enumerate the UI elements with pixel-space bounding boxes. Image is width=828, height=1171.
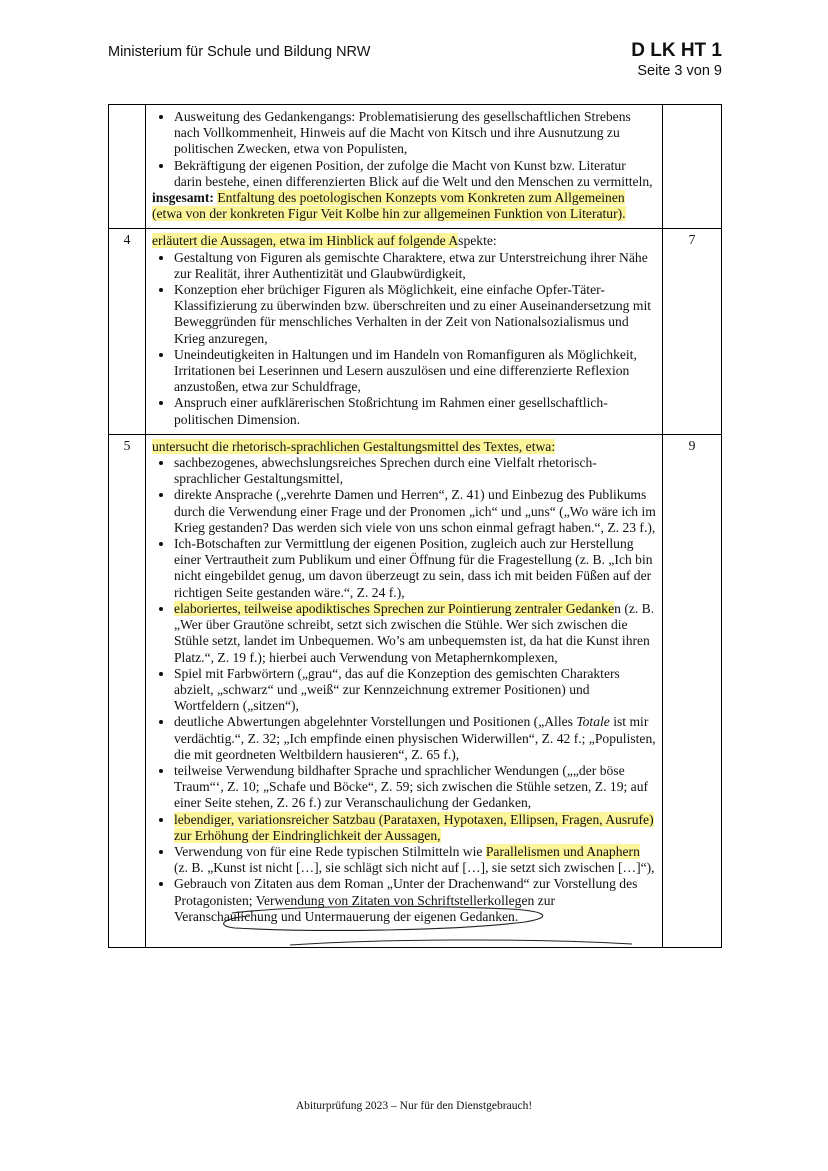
list-item: • sachbezogenes, abwechslungsreiches Sprechen durch eine Vielfalt rhetorisch-sprachlicher Gestaltungsmittel, bbox=[174, 455, 656, 487]
item-text: ist mir verdächtig.“, Z. 32; „Ich empfinde einen physischen Widerwillen“, Z. 42 f.; „Populisten, die mit geordneten Weltbildern hausieren“, Z. 65 f.), bbox=[174, 714, 656, 762]
list-item: • Ich-Botschaften zur Vermittlung der eigenen Position, zugleich auch zur Herstellung einer Vertrautheit zum Publikum und einer Öffnung für die Fragestellung (z. B. „Ich bin nicht eingebildet genug, um davon überzeugt zu sein, dass ich mit beiden Füßen auf der richtigen Seite gestanden wäre.“, Z. 24 f.), bbox=[174, 536, 656, 601]
list-item: • Gebrauch von Zitaten aus dem Roman „Unter der Drachenwand“ zur Vorstellung des Protagonisten; Verwendung von Zitaten von Schriftstellerkollegen zur Veranschaulichung und Untermauerung der eigenen Gedanken. bbox=[174, 876, 656, 925]
evaluation-table bbox=[108, 104, 722, 948]
item-text: Verwendung von für eine Rede typischen Stilmitteln wie bbox=[174, 843, 486, 859]
list-item bbox=[174, 812, 656, 844]
list-item bbox=[174, 844, 656, 876]
item-text: (z. B. „Kunst ist nicht […], sie schlägt sich nicht auf […], sie setzt sich zwischen […]“), bbox=[174, 860, 655, 876]
list-item: • Gestaltung von Figuren als gemischte Charaktere, etwa zur Unterstreichung ihrer Nähe zur Realität, ihrer Authentizität und Glaubwürdigkeit, bbox=[174, 250, 656, 282]
highlighted-text: erläutert die Aussagen, etwa im Hinblick auf folgende A bbox=[152, 233, 459, 249]
list-item: • Konzeption eher brüchiger Figuren als Möglichkeit, eine einfache Opfer-Täter-Klassifizierung zu überwinden bzw. überschreiten und zu einer Auseinandersetzung mit Beweggründen für menschliches Verhalten in der Zeit von Nationalsozialismus und Krieg anzuregen, bbox=[174, 282, 656, 347]
max-points bbox=[663, 105, 722, 229]
max-points: 7 bbox=[663, 229, 722, 434]
bullet-list bbox=[152, 250, 656, 428]
list-item: • Bekräftigung der eigenen Position, der zufolge die Macht von Kunst bzw. Literatur darin bestehe, einen differenzierten Blick auf die Welt und den Menschen zu vermitteln, bbox=[174, 158, 656, 190]
list-item: • direkte Ansprache („verehrte Damen und Herren“, Z. 41) und Einbezug des Publikums durch die Verwendung einer Frage und der Pronomen „ich“ und „uns“ („Wo wäre ich im Krieg gestanden? Das werden sich viele von uns schon einmal gefragt haben.“, Z. 23 f.), bbox=[174, 487, 656, 536]
intro-text: spekte: bbox=[458, 233, 497, 249]
task-number: 4 bbox=[109, 229, 146, 434]
ministry-name: Ministerium für Schule und Bildung NRW bbox=[108, 44, 371, 60]
list-item: • Anspruch einer aufklärerischen Stoßrichtung im Rahmen einer gesellschaftlich-politischen Dimension. bbox=[174, 395, 656, 427]
max-points: 9 bbox=[663, 434, 722, 947]
requirement-cell bbox=[146, 105, 663, 229]
table-row bbox=[109, 434, 722, 947]
summary-label: insgesamt: bbox=[152, 190, 214, 206]
list-item: • Uneindeutigkeiten in Haltungen und im Handeln von Romanfiguren als Möglichkeit, Irritationen bei Leserinnen und Lesern auszulösen und eine differenzierte Reflexion anzustoßen, etwa zur Schuldfrage, bbox=[174, 347, 656, 396]
task-intro bbox=[152, 233, 656, 249]
page-number: Seite 3 von 9 bbox=[637, 63, 722, 79]
bullet-list bbox=[152, 455, 656, 925]
highlighted-text: untersucht die rhetorisch-sprachlichen Gestaltungsmittel des Textes, etwa: bbox=[152, 438, 556, 454]
exam-code: D LK HT 1 bbox=[631, 40, 722, 61]
item-text: deutliche Abwertungen abgelehnter Vorstellungen und Positionen („Alles bbox=[174, 714, 577, 730]
highlighted-text: lebendiger, variationsreicher Satzbau (Parataxen, Hypotaxen, Ellipsen, Fragen, Ausrufe) zur Erhöhung der Eindringlichkeit der Aussagen, bbox=[174, 811, 654, 843]
list-item: • Spiel mit Farbwörtern („grau“, das auf die Konzeption des gemischten Charakters abzielt, „schwarz“ und „weiß“ zur Kennzeichnung extremer Positionen) und Wortfeldern („sitzen“), bbox=[174, 666, 656, 715]
summary bbox=[152, 190, 656, 222]
item-text: n (z. B. „Wer über Grautöne schreibt, setzt sich zwischen die Stühle. Wer sich zwischen die Stühle setzt, landet im Unbequemen. Wo’s am unbequemsten ist, da hat die Kunst ihren Platz.“, Z. 19 f.); hierbei auch Verwendung von Metaphernkomplexen, bbox=[174, 600, 655, 665]
requirement-cell bbox=[146, 434, 663, 947]
bullet-list bbox=[152, 109, 656, 190]
highlighted-text: elaboriertes, teilweise apodiktisches Sprechen zur Pointierung zentraler Gedanke bbox=[174, 600, 615, 616]
table-row bbox=[109, 229, 722, 434]
summary-text: Entfaltung des poetologischen Konzepts vom Konkreten zum Allgemeinen (etwa von der konkreten Figur Veit Kolbe hin zur allgemeinen Funktion von Literatur). bbox=[152, 190, 626, 222]
page-footer: Abiturprüfung 2023 – Nur für den Dienstgebrauch! bbox=[295, 1100, 533, 1112]
task-number bbox=[109, 105, 146, 229]
list-item bbox=[174, 714, 656, 763]
emphasized-word: Totale bbox=[576, 714, 610, 730]
list-item: • teilweise Verwendung bildhafter Sprache und sprachlicher Wendungen („„der böse Traum“‘, Z. 10; „Schafe und Böcke“, Z. 59; sich zwischen die Stühle setzen, Z. 19; auf einer Seite stehen, Z. 26 f.) zur Veranschaulichung der Gedanken, bbox=[174, 763, 656, 812]
task-number: 5 bbox=[109, 434, 146, 947]
list-item: • Ausweitung des Gedankengangs: Problematisierung des gesellschaftlichen Strebens nach Vollkommenheit, Hinweis auf die Macht von Kitsch und ihre Ausnutzung zu politischen Zwecken, etwa von Populisten, bbox=[174, 109, 656, 158]
task-intro bbox=[152, 439, 656, 455]
requirement-cell bbox=[146, 229, 663, 434]
table-row bbox=[109, 105, 722, 229]
highlighted-text: Parallelismen und Anaphern bbox=[485, 843, 640, 859]
list-item bbox=[174, 601, 656, 666]
